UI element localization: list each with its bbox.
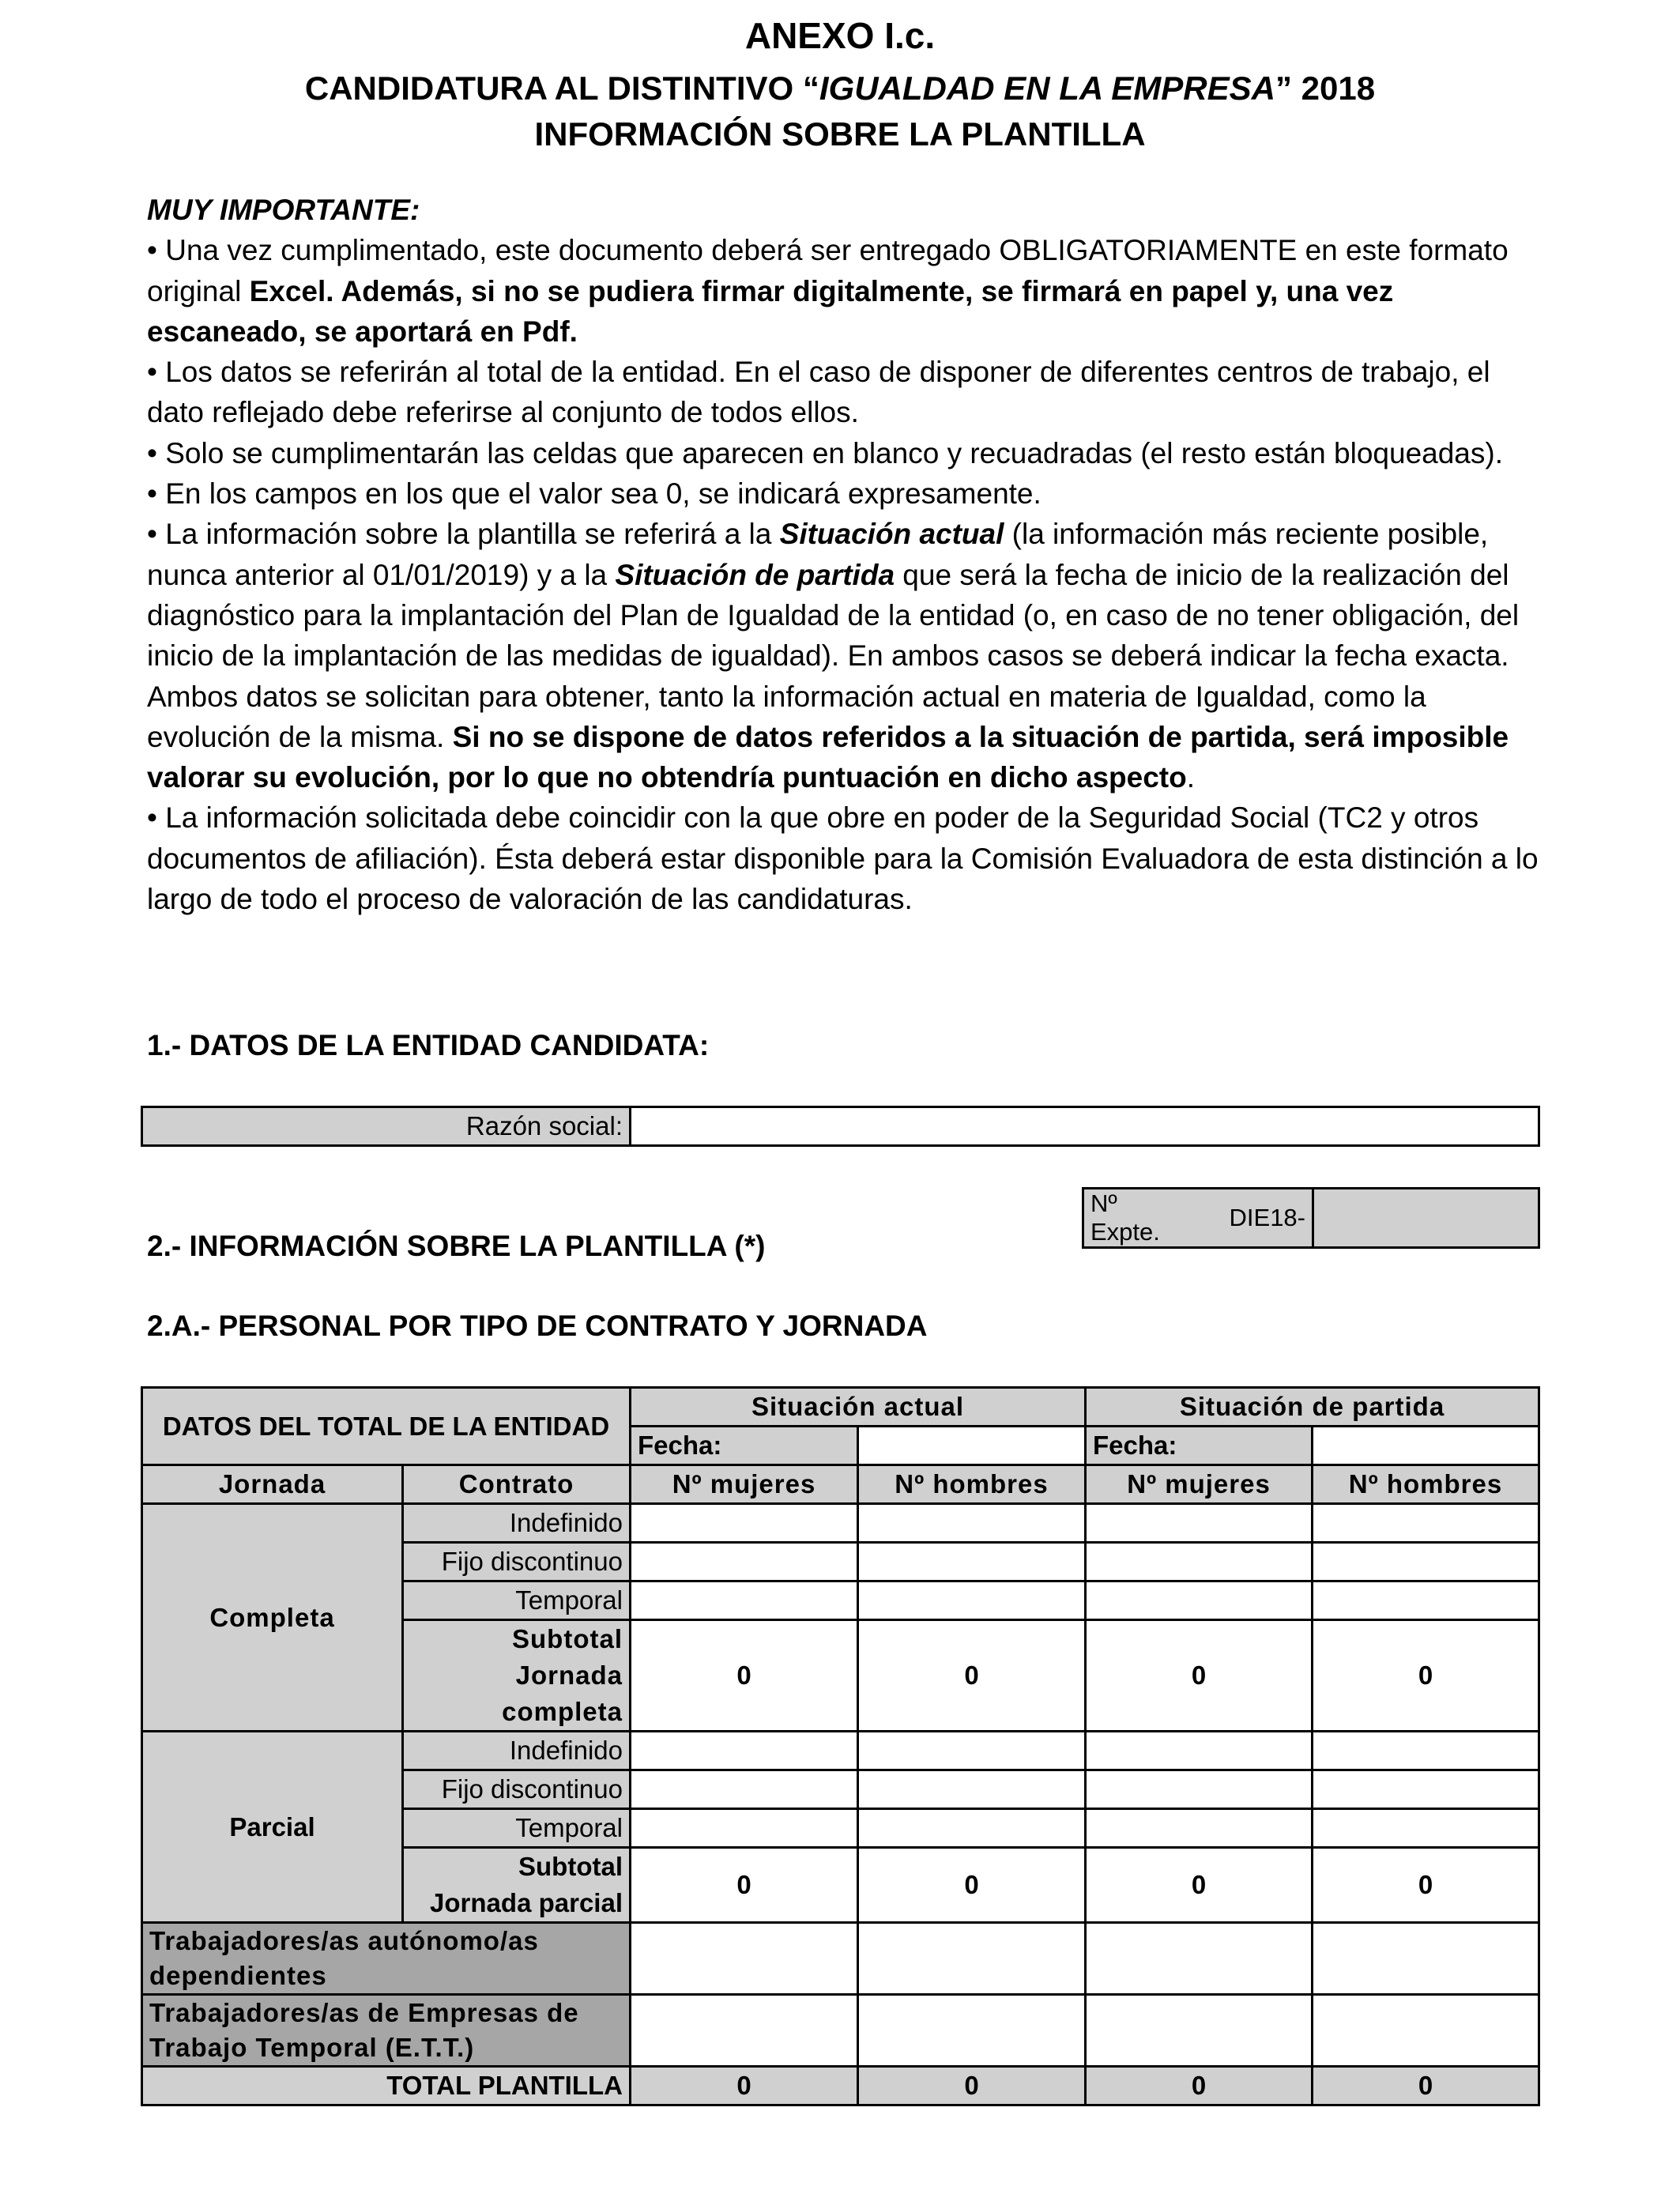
parcial-indefinido-mujeres-partida[interactable]	[1086, 1732, 1313, 1770]
parcial-temporal-hombres-actual[interactable]	[858, 1809, 1086, 1848]
personal-table	[141, 1386, 1540, 2106]
contrato-temporal-label: Temporal	[403, 1581, 631, 1620]
parcial-fijo-hombres-partida[interactable]	[1313, 1770, 1539, 1809]
parcial-temporal-mujeres-actual[interactable]	[631, 1809, 858, 1848]
expediente-prefix: DIE18-	[1185, 1189, 1313, 1248]
razon-social-table	[141, 1106, 1540, 1147]
note-5-c: (la información más reciente posible, nunca anterior al 01/01/2019) y a la	[147, 518, 1489, 591]
note-5-e: que será la fecha de inicio de la realización del diagnóstico para la implantación del Plan de Igualdad de la entidad (o, en caso de no tener obligación, del inicio de la implantación de las medidas de igualdad). En ambos casos se deberá indicar la fecha exacta. Ambos datos se solicitan para obtener, tanto la información actual en materia de Igualdad, como la evolución de la misma.	[147, 558, 1520, 753]
contrato-fijo-label: Fijo discontinuo	[403, 1543, 631, 1581]
ett-label: Trabajadores/as de Empresas de Trabajo Temporal (E.T.T.)	[142, 1995, 631, 2067]
subtotal-parcial-label: Subtotal Jornada parcial	[403, 1848, 631, 1923]
completa-temporal-hombres-partida[interactable]	[1313, 1581, 1539, 1620]
jornada-parcial-label: Parcial	[142, 1732, 403, 1923]
autonomos-mujeres-actual[interactable]	[631, 1923, 858, 1995]
note-4: • En los campos en los que el valor sea 0, se indicará expresamente.	[147, 477, 1042, 511]
completa-indefinido-mujeres-actual[interactable]	[631, 1504, 858, 1543]
note-5-a: • La información sobre la plantilla se referirá a la	[147, 518, 780, 551]
table-corner-header: DATOS DEL TOTAL DE LA ENTIDAD	[142, 1388, 631, 1465]
col-mujeres-actual-header: Nº mujeres	[631, 1465, 858, 1504]
completa-temporal-mujeres-actual[interactable]	[631, 1581, 858, 1620]
section-1-heading: 1.- DATOS DE LA ENTIDAD CANDIDATA:	[147, 1029, 710, 1061]
autonomos-label: Trabajadores/as autónomo/as dependientes	[142, 1923, 631, 1995]
parcial-fijo-label: Fijo discontinuo	[403, 1770, 631, 1809]
total-plantilla-label: TOTAL PLANTILLA	[142, 2067, 631, 2105]
col-hombres-actual-header: Nº hombres	[858, 1465, 1086, 1504]
annex-label: ANEXO I.c.	[744, 15, 936, 56]
expediente-table	[1082, 1187, 1540, 1249]
note-5-f: Si no se dispone de datos referidos a la situación de partida, será imposible valorar su evolución, por lo que no obtendría puntuación en dicho aspecto	[147, 720, 1509, 794]
note-5-g: .	[1186, 761, 1195, 794]
completa-temporal-mujeres-partida[interactable]	[1086, 1581, 1313, 1620]
autonomos-mujeres-partida[interactable]	[1086, 1923, 1313, 1995]
parcial-fijo-mujeres-partida[interactable]	[1086, 1770, 1313, 1809]
ett-mujeres-actual[interactable]	[631, 1995, 858, 2067]
subtotal-completa-label: Subtotal Jornada completa	[403, 1620, 631, 1732]
jornada-completa-label: Completa	[142, 1504, 403, 1732]
subtotal-parcial-mujeres-actual: 0	[631, 1848, 858, 1923]
note-1-bold: Excel. Además, si no se pudiera firmar digitalmente, se firmará en papel y, una vez escaneado, se aportará en Pdf.	[147, 274, 1394, 348]
note-5-b: Situación actual	[779, 518, 1004, 551]
parcial-indefinido-mujeres-actual[interactable]	[631, 1732, 858, 1770]
section-2a-heading: 2.A.- PERSONAL POR TIPO DE CONTRATO Y JORNADA	[147, 1310, 928, 1342]
notes-heading: MUY IMPORTANTE:	[147, 194, 420, 226]
contrato-indefinido-label: Indefinido	[403, 1504, 631, 1543]
total-hombres-partida: 0	[1313, 2067, 1539, 2105]
fecha-actual-input[interactable]	[858, 1427, 1086, 1465]
expediente-label: Nº Expte.	[1083, 1189, 1185, 1248]
fecha-actual-label: Fecha:	[631, 1427, 858, 1465]
parcial-indefinido-label: Indefinido	[403, 1732, 631, 1770]
document-subtitle: INFORMACIÓN SOBRE LA PLANTILLA	[534, 115, 1146, 153]
subtotal-parcial-mujeres-partida: 0	[1086, 1848, 1313, 1923]
important-notes	[147, 190, 1554, 919]
completa-fijo-hombres-actual[interactable]	[858, 1543, 1086, 1581]
expediente-input[interactable]	[1313, 1189, 1539, 1248]
total-mujeres-actual: 0	[631, 2067, 858, 2105]
ett-hombres-actual[interactable]	[858, 1995, 1086, 2067]
subtotal-completa-mujeres-actual: 0	[631, 1620, 858, 1732]
note-6: • La información solicitada debe coincidir con la que obre en poder de la Seguridad Social (TC2 y otros documentos de afiliación). Ésta deberá estar disponible para la Comisión Evaluadora de esta distinción a lo largo de todo el proceso de valoración de las candidaturas.	[147, 801, 1539, 916]
autonomos-hombres-partida[interactable]	[1313, 1923, 1539, 1995]
section-2-heading: 2.- INFORMACIÓN SOBRE LA PLANTILLA (*)	[147, 1230, 766, 1262]
subtotal-parcial-hombres-actual: 0	[858, 1848, 1086, 1923]
completa-fijo-hombres-partida[interactable]	[1313, 1543, 1539, 1581]
razon-social-label: Razón social:	[142, 1107, 631, 1146]
note-1-text: • Una vez cumplimentado, este documento deberá ser entregado OBLIGATORIAMENTE en este formato original	[147, 234, 1509, 307]
fecha-partida-label: Fecha:	[1086, 1427, 1313, 1465]
note-2: • Los datos se referirán al total de la entidad. En el caso de disponer de diferentes centros de trabajo, el dato reflejado debe referirse al conjunto de todos ellos.	[147, 356, 1490, 429]
situacion-partida-header: Situación de partida	[1086, 1388, 1539, 1427]
col-jornada-header: Jornada	[142, 1465, 403, 1504]
parcial-indefinido-hombres-partida[interactable]	[1313, 1732, 1539, 1770]
autonomos-hombres-actual[interactable]	[858, 1923, 1086, 1995]
subtotal-completa-hombres-partida: 0	[1313, 1620, 1539, 1732]
note-5	[147, 514, 1554, 797]
title-prefix: CANDIDATURA AL DISTINTIVO “	[304, 70, 819, 107]
parcial-temporal-hombres-partida[interactable]	[1313, 1809, 1539, 1848]
parcial-temporal-mujeres-partida[interactable]	[1086, 1809, 1313, 1848]
ett-hombres-partida[interactable]	[1313, 1995, 1539, 2067]
situacion-actual-header: Situación actual	[631, 1388, 1086, 1427]
title-italic: IGUALDAD EN LA EMPRESA	[819, 70, 1275, 107]
col-mujeres-partida-header: Nº mujeres	[1086, 1465, 1313, 1504]
subtotal-parcial-hombres-partida: 0	[1313, 1848, 1539, 1923]
fecha-partida-input[interactable]	[1313, 1427, 1539, 1465]
parcial-fijo-hombres-actual[interactable]	[858, 1770, 1086, 1809]
subtotal-completa-mujeres-partida: 0	[1086, 1620, 1313, 1732]
parcial-fijo-mujeres-actual[interactable]	[631, 1770, 858, 1809]
note-1	[147, 230, 1554, 352]
subtotal-completa-hombres-actual: 0	[858, 1620, 1086, 1732]
ett-mujeres-partida[interactable]	[1086, 1995, 1313, 2067]
note-3: • Solo se cumplimentarán las celdas que aparecen en blanco y recuadradas (el resto están bloqueadas).	[147, 436, 1503, 469]
parcial-indefinido-hombres-actual[interactable]	[858, 1732, 1086, 1770]
total-mujeres-partida: 0	[1086, 2067, 1313, 2105]
completa-indefinido-mujeres-partida[interactable]	[1086, 1504, 1313, 1543]
completa-temporal-hombres-actual[interactable]	[858, 1581, 1086, 1620]
note-5-d: Situación de partida	[615, 558, 895, 591]
title-suffix: ” 2018	[1275, 70, 1376, 107]
completa-fijo-mujeres-partida[interactable]	[1086, 1543, 1313, 1581]
col-hombres-partida-header: Nº hombres	[1313, 1465, 1539, 1504]
total-hombres-actual: 0	[858, 2067, 1086, 2105]
completa-fijo-mujeres-actual[interactable]	[631, 1543, 858, 1581]
razon-social-input[interactable]	[631, 1107, 1539, 1146]
completa-indefinido-hombres-actual[interactable]	[858, 1504, 1086, 1543]
completa-indefinido-hombres-partida[interactable]	[1313, 1504, 1539, 1543]
parcial-temporal-label: Temporal	[403, 1809, 631, 1848]
document-title	[0, 70, 1680, 107]
col-contrato-header: Contrato	[403, 1465, 631, 1504]
